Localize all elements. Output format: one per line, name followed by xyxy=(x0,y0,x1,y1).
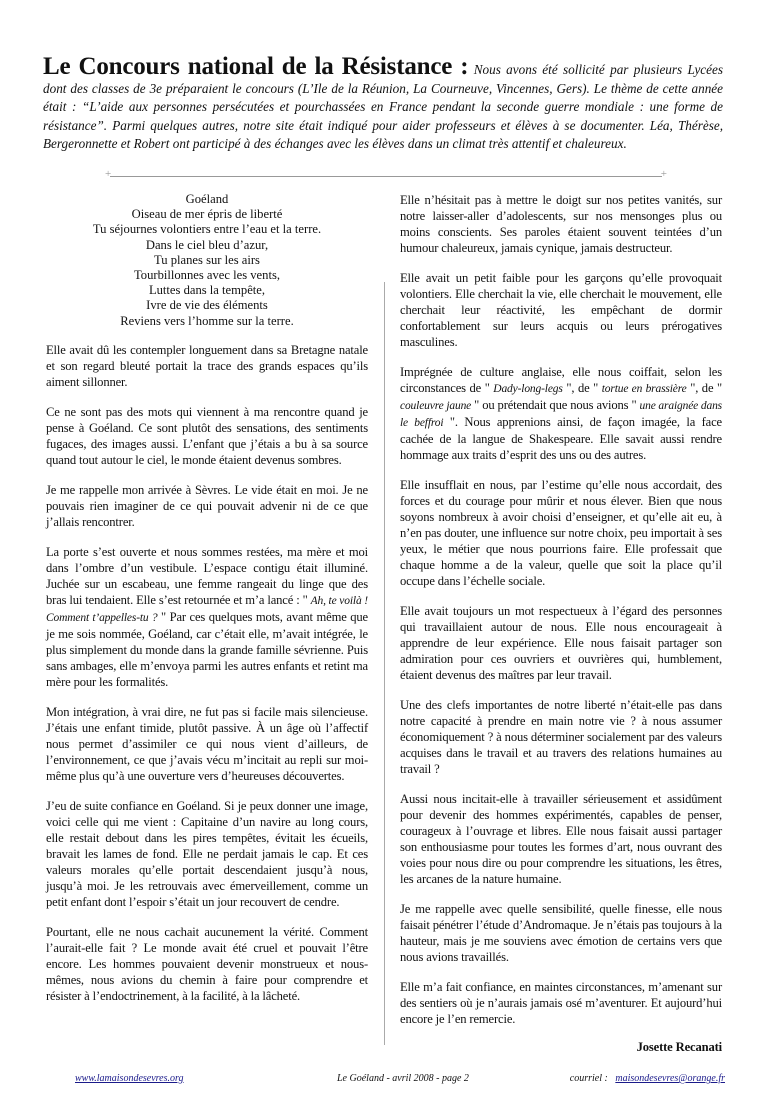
text-run: Ce ne sont pas des mots qui viennent à ma rencontre quand je pense à Goéland. Ce sont plutôt des sensations, des sentiments fugaces, des images aussi. L’enfant que j’étais a bu à sa source quand tout autour le ciel, le monde étaient devenus sombres. xyxy=(46,404,368,467)
text-run: La porte s’est ouverte et nous sommes restées, ma mère et moi dans l’ombre d’un vestibule. L’espace contigu était illuminé. Juchée sur un escabeau, une femme rangeait du linge que des bras lui tendaient. Elle s’est retournée et m’a lancé : " xyxy=(46,544,368,607)
footer-contact xyxy=(570,1073,725,1084)
text-run: Une des clefs importantes de notre liberté n’était-elle pas dans notre capacité à prendre en main notre vie ? à nous assumer économiquement ? à nous déterminer socialement par des valeurs acquises dans le travail et au travers des relations humaines au travail ? xyxy=(400,698,722,776)
text-run: Je me rappelle mon arrivée à Sèvres. Le vide était en moi. Je ne pouvais rien imaginer de ce qui pouvait advenir ni de ce que j’allais rencontrer. xyxy=(46,482,368,529)
text-run: Pourtant, elle ne nous cachait aucunement la vérité. Comment l’aurait-elle fait ? Le monde avait été cruel et pouvait l’être encore. Les hommes pouvaient devenir monstrueux et nous-mêmes, nous avions du chemin à faire pour comprendre et résister à l’endoctrinement, à la facilité, à la lâcheté. xyxy=(46,924,368,1003)
column-divider xyxy=(384,282,385,1045)
italic-quote: Ah, te voilà ! Comment t’appelles-tu ? xyxy=(46,594,368,624)
paragraph xyxy=(400,979,722,1027)
left-column xyxy=(46,192,368,1018)
text-run: " ou prétendait que nous avions " xyxy=(471,398,640,412)
italic-quote: Dady-long-legs xyxy=(493,383,563,395)
email-label: courriel : xyxy=(569,1073,608,1084)
text-run: " Par ces quelques mots, avant même que je me sois nommée, Goéland, car c’était elle, m’avait intégrée, le plus simplement du monde dans la grande famille sévrienne. Puis sans ambages, elle m’envoya parmi les autres enfants et retint ma mère pour les formalités. xyxy=(46,609,368,689)
article-body xyxy=(0,192,765,1107)
text-run: J’eu de suite confiance en Goéland. Si je peux donner une image, voici celle qui me vient : Capitaine d’un navire au long cours, elle restait debout dans les pires tempêtes, évitait les écueils, bravait les lames de fond. Elle ne perdait jamais le cap. Et ces valeurs morales qu’elle portait descendaient jusqu’à nous, jusqu’à moi. Je les retrouvais avec émerveillement, comme un petit enfant dont l’espoir s’était un jour recouvert de cendre. xyxy=(46,798,368,909)
poem-line: Tu séjournes volontiers entre l’eau et la terre. xyxy=(92,222,322,237)
paragraph xyxy=(400,364,722,463)
paragraph xyxy=(46,404,368,468)
text-run: Mon intégration, à vrai dire, ne fut pas si facile mais silencieuse. J’étais une enfant timide, plutôt passive. À un âge où l’affectif nous permet d’assimiler ce qui nous vient d’ailleurs, de l’environnement, ce que j’avais vécu m’incitait au repli sur moi-même plus qu’à une ouverture vers d’heureuses découvertes. xyxy=(46,704,368,783)
text-run: Elle avait toujours un mot respectueux à l’égard des personnes qui travaillaient autour de nous. Elle nous encourageait à apprendre de leur expérience. Elle nous faisait partager son admiration pour ces ouvriers et ouvrières qui, humblement, étaient devenus des maîtres par leur travail. xyxy=(400,604,722,682)
paragraph xyxy=(400,791,722,887)
paragraph xyxy=(46,924,368,1004)
paragraph xyxy=(46,544,368,690)
intro-block xyxy=(43,53,723,154)
text-run: Elle avait dû les contempler longuement dans sa Bretagne natale et son regard bleuté portait la trace des grands espaces qu’ils aiment sillonner. xyxy=(46,342,368,389)
footer-issue: Le Goéland - avril 2008 - page 2 xyxy=(337,1073,469,1084)
italic-quote: une araignée dans le beffroi xyxy=(400,400,722,429)
paragraph xyxy=(46,342,368,390)
email-link[interactable]: maisondesevres@orange.fr xyxy=(615,1073,725,1084)
text-run: Elle n’hésitait pas à mettre le doigt sur nos petites vanités, sur notre laisser-aller d’adolescents, sur nos mensonges plus ou moins conscients. Ses paroles étaient souvent teintées d’un humour chaleureux, jamais cynique, jamais destructeur. xyxy=(400,193,722,255)
poem-line: Luttes dans la tempête, xyxy=(148,283,266,298)
text-run: Elle insufflait en nous, par l’estime qu’elle nous accordait, des forces et du courage pour mûrir et nous élever. Bien que nous soyons nombreux à avoir choisi d’enseigner, et qu’elle ait eu, à n’en pas douter, une influence sur notre choix, peu importait à ses yeux, le métier que nous pourrions faire. Elle professait que chaque homme a de la valeur, quelle que soit la place qu’il occupe dans l’échelle sociale. xyxy=(400,478,722,588)
paragraph xyxy=(400,192,722,256)
paragraph xyxy=(400,603,722,683)
paragraph xyxy=(46,798,368,910)
columns xyxy=(0,192,765,1055)
website-link[interactable]: www.lamaisondesevres.org xyxy=(75,1073,184,1084)
right-column xyxy=(400,192,722,1055)
poem-line: Reviens vers l’homme sur la terre. xyxy=(120,313,294,328)
text-run: Elle avait un petit faible pour les garçons qu’elle provoquait volontiers. Elle cherchait la vie, elle cherchait le mouvement, elle cherchait leur réactivité, les empêchant de dormir confortablement sur leurs acquis ou leurs prérogatives masculines. xyxy=(400,271,722,349)
intro-text: Nous avons été sollicité par plusieurs Lycées dont des classes de 3e préparaient le concours (L’Ile de la Réunion, La Courneuve, Vincennes, Gers). Le thème de cette année était : “L’aide aux personnes persécutées et pourchassées en France pendant la seconde guerre mondiale : une forme de résistance”. Parmi quelques autres, notre site était indiqué pour aider professeurs et élèves à se documenter. Léa, Thérèse, Bergeronnette et Robert ont participé à des échanges avec les élèves dans un climat très attentif et chaleureux. xyxy=(43,62,723,151)
italic-quote: tortue en brassière xyxy=(601,383,687,395)
poem-line: Oiseau de mer épris de liberté xyxy=(131,207,283,222)
text-run: ", de " xyxy=(686,381,722,395)
text-run: ", de " xyxy=(562,381,602,395)
text-run: Aussi nous incitait-elle à travailler sérieusement et assidûment pour devenir des hommes expérimentés, capables de penser, courageux à l’ouvrage et libres. Elle nous faisait aussi partager son enthousiasme pour toutes les formes d’art, nous ouvrant des voies pour nous dire ou pour comprendre les situations, les êtres, les arcanes de la nature humaine. xyxy=(400,792,722,886)
footer xyxy=(75,1073,725,1087)
text-run: Imprégnée de culture anglaise, elle nous coiffait, selon les circonstances de " xyxy=(400,365,722,395)
poem-line: Dans le ciel bleu d’azur, xyxy=(145,237,269,252)
poem-title: Goéland xyxy=(185,192,229,206)
paragraph xyxy=(400,697,722,777)
text-run: Elle m’a fait confiance, en maintes circonstances, m’amenant sur des sentiers où je n’aurais jamais osé m’aventurer. Et aujourd’hui encore je l’en remercie. xyxy=(400,980,722,1026)
paragraph xyxy=(400,477,722,589)
poem-line: Tourbillonnes avec les vents, xyxy=(133,268,280,283)
paragraph xyxy=(46,482,368,530)
poem xyxy=(46,192,368,329)
poem-line: Tu planes sur les airs xyxy=(154,252,260,267)
text-run: Je me rappelle avec quelle sensibilité, quelle finesse, elle nous faisait pénétrer l’étude d’Andromaque. Je n’étais pas toujours à la hauteur, mais je me souviens avec émotion de certains vers que nous avions travaillés. xyxy=(400,902,722,964)
text-run: ". Nous apprenions ainsi, de façon imagée, la face cachée de la langue de Shakespeare. Elle savait aussi rendre hommage aux traits d’esprit des uns ou des autres. xyxy=(400,415,722,462)
paragraph xyxy=(46,704,368,784)
signature: Josette Recanati xyxy=(636,1040,722,1054)
article-title: Le Concours national de la Résistance : xyxy=(43,53,469,80)
paragraph xyxy=(400,270,722,350)
poem-line: Ivre de vie des éléments xyxy=(146,298,268,313)
italic-quote: couleuvre jaune xyxy=(400,400,472,412)
paragraph xyxy=(400,901,722,965)
horizontal-divider xyxy=(110,176,662,177)
